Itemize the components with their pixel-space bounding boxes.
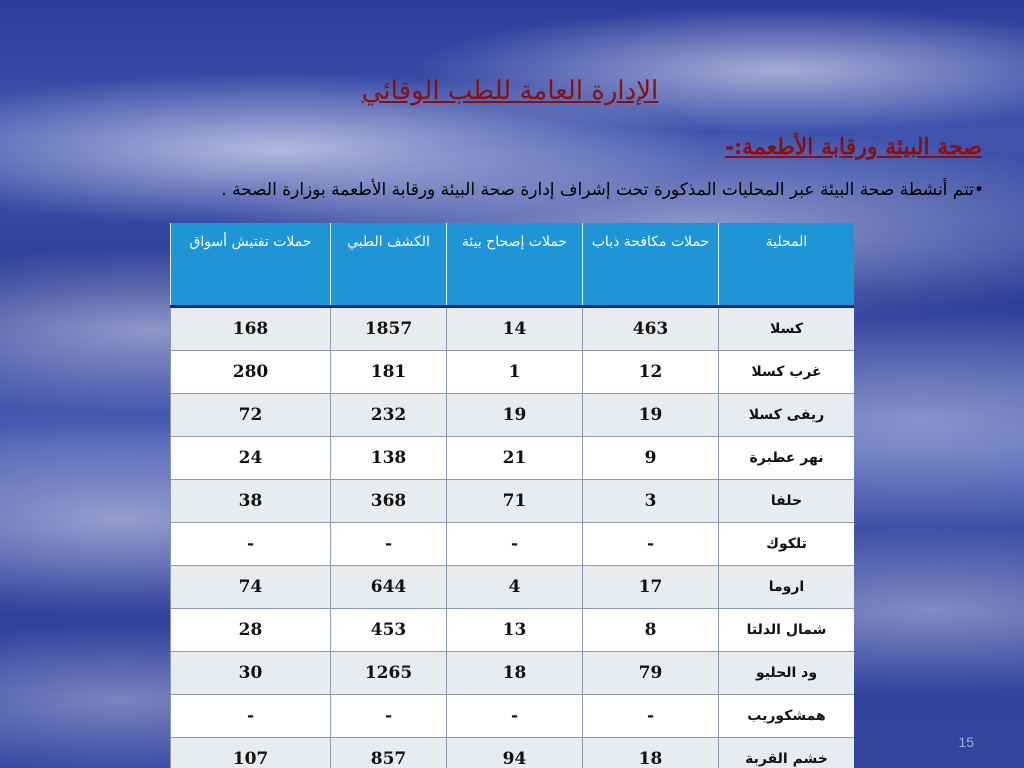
cell-fly-campaigns: 463 [583, 307, 719, 351]
table-row [171, 566, 855, 609]
cell-medical-exam: 857 [331, 738, 447, 768]
cell-env-campaigns: 1 [447, 351, 583, 394]
table-row [171, 738, 855, 768]
cell-locality: خشم القربة [719, 738, 855, 768]
cell-medical-exam: 232 [331, 394, 447, 437]
table-row [171, 609, 855, 652]
cell-medical-exam: 1265 [331, 652, 447, 695]
cell-market-inspection: - [171, 695, 331, 738]
cell-market-inspection: 38 [171, 480, 331, 523]
activities-table [170, 223, 854, 768]
cell-fly-campaigns: 19 [583, 394, 719, 437]
header-locality: المحلية [719, 223, 855, 307]
table-row [171, 652, 855, 695]
cell-locality: غرب كسلا [719, 351, 855, 394]
header-fly-campaigns: حملات مكافحة ذباب [583, 223, 719, 307]
cell-locality: همشكوريب [719, 695, 855, 738]
table-row [171, 695, 855, 738]
cell-fly-campaigns: 18 [583, 738, 719, 768]
cell-market-inspection: 107 [171, 738, 331, 768]
cell-env-campaigns: 19 [447, 394, 583, 437]
cell-env-campaigns: 21 [447, 437, 583, 480]
cell-medical-exam: - [331, 695, 447, 738]
cell-env-campaigns: - [447, 523, 583, 566]
slide-subtitle: صحة البيئة ورقابة الأطعمة:- [724, 134, 982, 160]
cell-locality: اروما [719, 566, 855, 609]
activities-table-container [170, 223, 854, 768]
table-row [171, 394, 855, 437]
cell-locality: شمال الدلتا [719, 609, 855, 652]
cell-env-campaigns: 4 [447, 566, 583, 609]
cell-market-inspection: 168 [171, 307, 331, 351]
cell-locality: نهر عطبرة [719, 437, 855, 480]
cell-fly-campaigns: 12 [583, 351, 719, 394]
cell-medical-exam: 138 [331, 437, 447, 480]
cell-env-campaigns: 14 [447, 307, 583, 351]
header-market-inspection: حملات تفتيش أسواق [171, 223, 331, 307]
cell-env-campaigns: 71 [447, 480, 583, 523]
table-body [171, 307, 855, 768]
table-row [171, 351, 855, 394]
cell-locality: حلفا [719, 480, 855, 523]
table-row [171, 523, 855, 566]
cell-market-inspection: 28 [171, 609, 331, 652]
table-row [171, 307, 855, 351]
cell-fly-campaigns: 8 [583, 609, 719, 652]
cell-locality: تلكوك [719, 523, 855, 566]
table-header-row [171, 223, 855, 307]
cell-env-campaigns: 13 [447, 609, 583, 652]
header-env-campaigns: حملات إصحاح بيئة [447, 223, 583, 307]
cell-market-inspection: 30 [171, 652, 331, 695]
page-number: 15 [958, 734, 974, 750]
cell-locality: ود الحليو [719, 652, 855, 695]
cell-market-inspection: 74 [171, 566, 331, 609]
cell-locality: كسلا [719, 307, 855, 351]
table-row [171, 437, 855, 480]
cell-medical-exam: 453 [331, 609, 447, 652]
header-medical-exam: الكشف الطبي [331, 223, 447, 307]
cell-fly-campaigns: - [583, 523, 719, 566]
cell-medical-exam: 644 [331, 566, 447, 609]
cell-fly-campaigns: 9 [583, 437, 719, 480]
cell-fly-campaigns: 17 [583, 566, 719, 609]
table-row [171, 480, 855, 523]
bullet-text: •تتم أنشطة صحة البيئة عبر المحليات المذكورة تحت إشراف إدارة صحة البيئة ورقابة الأطعمة بوزارة الصحة . [221, 180, 984, 200]
cell-medical-exam: - [331, 523, 447, 566]
cell-market-inspection: 72 [171, 394, 331, 437]
slide-title: الإدارة العامة للطب الوقائي [361, 76, 659, 106]
cell-fly-campaigns: 79 [583, 652, 719, 695]
cell-env-campaigns: - [447, 695, 583, 738]
cell-locality: ريفى كسلا [719, 394, 855, 437]
cell-market-inspection: 280 [171, 351, 331, 394]
cell-medical-exam: 181 [331, 351, 447, 394]
cell-env-campaigns: 94 [447, 738, 583, 768]
cell-market-inspection: - [171, 523, 331, 566]
cell-medical-exam: 368 [331, 480, 447, 523]
cell-market-inspection: 24 [171, 437, 331, 480]
cell-env-campaigns: 18 [447, 652, 583, 695]
cell-fly-campaigns: - [583, 695, 719, 738]
cell-fly-campaigns: 3 [583, 480, 719, 523]
cell-medical-exam: 1857 [331, 307, 447, 351]
